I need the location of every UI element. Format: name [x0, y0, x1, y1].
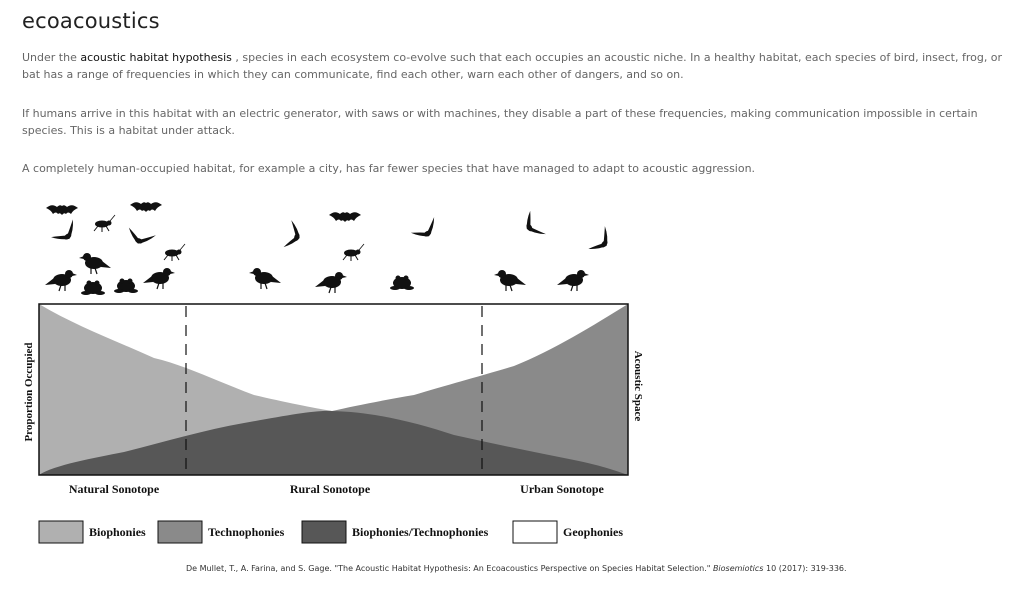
legend-swatch-biophonies-technophonies [302, 521, 346, 543]
y-axis-left-label: Proportion Occupied [23, 342, 35, 442]
zone-label-urban: Urban Sonotope [520, 482, 604, 496]
legend-label-biophonies: Biophonies [89, 525, 146, 539]
frog-icon [81, 281, 105, 296]
figure-legend [39, 521, 623, 543]
legend-swatch-biophonies [39, 521, 83, 543]
intro-paragraph: Under the acoustic habitat hypothesis , species in each ecosystem co-evolve such that each occupies an acoustic niche. In a healthy habitat, each species of bird, insect, frog, or bat has a range of frequencies in which they can communicate, find each other, warn each other of dangers, and so on. [22, 51, 1003, 81]
frog-icon [390, 276, 414, 291]
bird-icon [45, 270, 77, 291]
insect-icon [94, 215, 115, 232]
y-axis-right-label: Acoustic Space [632, 350, 644, 422]
bird-icon [249, 268, 281, 289]
habitat-attack-paragraph: If humans arrive in this habitat with an electric generator, with saws or with machines, they disable a part of these frequencies, making communication impossible in certain species. This is a habitat under attack. [22, 107, 978, 137]
flying-bird-icon [587, 226, 616, 256]
acoustic-habitat-hypothesis-link[interactable]: acoustic habitat hypothesis [80, 51, 232, 64]
acoustic-habitat-figure [14, 190, 644, 550]
insect-icon [343, 244, 364, 261]
bird-icon [315, 272, 347, 293]
flying-bird-icon [50, 219, 81, 247]
bat-icon [329, 212, 361, 222]
insect-icon [164, 244, 185, 261]
legend-label-geophonies: Geophonies [563, 525, 624, 539]
legend-swatch-geophonies [513, 521, 557, 543]
page-title: ecoacoustics [22, 9, 160, 33]
city-habitat-paragraph: A completely human-occupied habitat, for example a city, has far fewer species that have managed to adapt to acoustic aggression. [22, 162, 756, 175]
flying-bird-icon [410, 217, 441, 243]
figure-citation: De Mullet, T., A. Farina, and S. Gage. "The Acoustic Habitat Hypothesis: An Ecoacoustics Perspective on Species Habitat Selection." Biosemiotics 10 (2017): 319-336. [186, 564, 847, 573]
bat-icon [46, 205, 78, 215]
flying-bird-icon [282, 220, 305, 251]
bird-icon [494, 270, 526, 291]
bat-icon [130, 202, 162, 212]
flying-bird-icon [520, 210, 546, 241]
zone-label-natural: Natural Sonotope [68, 482, 160, 496]
bird-icon [557, 270, 589, 291]
legend-label-biophonies-technophonies: Biophonies/Technophonies [352, 525, 489, 539]
frog-icon [114, 279, 138, 294]
zone-label-rural: Rural Sonotope [289, 482, 371, 496]
bird-icon [143, 268, 175, 289]
flying-bird-icon [125, 226, 156, 249]
bird-icon [79, 253, 111, 274]
legend-swatch-technophonies [158, 521, 202, 543]
sonotope-chart [39, 304, 628, 475]
animal-silhouettes [45, 202, 616, 295]
legend-label-technophonies: Technophonies [208, 525, 285, 539]
